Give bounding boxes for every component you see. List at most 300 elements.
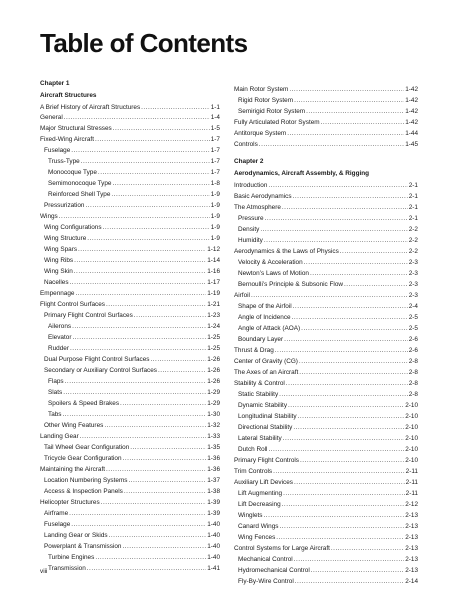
toc-entry[interactable] bbox=[234, 181, 418, 191]
toc-entry-title: Spoilers & Speed Brakes bbox=[48, 400, 120, 407]
toc-entry-title: Humidity bbox=[238, 237, 263, 244]
toc-entry-page: 2-1 bbox=[408, 182, 418, 189]
toc-entry-title: Wings bbox=[40, 213, 58, 220]
dot-leader bbox=[64, 113, 210, 123]
dot-leader bbox=[344, 280, 408, 290]
toc-entry[interactable] bbox=[234, 302, 418, 312]
dot-leader bbox=[298, 412, 405, 422]
toc-entry-title: Rigid Rotor System bbox=[238, 97, 294, 104]
toc-entry-title: Transmission bbox=[48, 565, 86, 572]
toc-entry[interactable] bbox=[234, 357, 418, 367]
toc-entry-title: Shape of the Airfoil bbox=[238, 303, 292, 310]
toc-entry-title: Airframe bbox=[44, 510, 69, 517]
toc-entry-page: 2-1 bbox=[408, 193, 418, 200]
dot-leader bbox=[284, 335, 408, 345]
toc-entry[interactable] bbox=[40, 278, 220, 288]
dot-leader bbox=[151, 355, 207, 365]
toc-entry-page: 2-10 bbox=[405, 457, 418, 464]
toc-entry-page: 2-13 bbox=[405, 512, 418, 519]
toc-entry-page: 1-44 bbox=[405, 130, 418, 137]
toc-entry-title: Wing Structure bbox=[44, 235, 87, 242]
toc-entry-title: Lift Decreasing bbox=[238, 501, 281, 508]
dot-leader bbox=[275, 346, 408, 356]
toc-entry-page: 2-3 bbox=[408, 259, 418, 266]
toc-entry-title: Angle of Attack (AOA) bbox=[238, 325, 301, 332]
dot-leader bbox=[287, 129, 404, 139]
toc-entry[interactable] bbox=[234, 335, 418, 345]
toc-entry[interactable] bbox=[234, 346, 418, 356]
toc-entry[interactable] bbox=[234, 118, 418, 128]
toc-entry[interactable] bbox=[40, 223, 220, 233]
toc-entry-page: 1-8 bbox=[210, 180, 220, 187]
toc-entry-page: 2-14 bbox=[405, 578, 418, 585]
toc-entry[interactable] bbox=[234, 522, 418, 532]
toc-entry-page: 1-23 bbox=[207, 312, 220, 319]
toc-entry[interactable] bbox=[234, 214, 418, 224]
toc-entry[interactable] bbox=[40, 465, 220, 475]
toc-entry[interactable] bbox=[40, 135, 220, 145]
toc-entry[interactable] bbox=[40, 234, 220, 244]
toc-entry[interactable] bbox=[40, 509, 220, 519]
toc-entry[interactable] bbox=[40, 366, 220, 376]
toc-entry-title: Elevator bbox=[48, 334, 72, 341]
dot-leader bbox=[71, 146, 209, 156]
toc-entry-title: Maintaining the Aircraft bbox=[40, 466, 106, 473]
toc-entry-title: Primary Flight Control Surfaces bbox=[44, 312, 133, 319]
dot-leader bbox=[109, 531, 207, 541]
toc-entry[interactable] bbox=[234, 445, 418, 455]
toc-entry[interactable] bbox=[234, 107, 418, 117]
toc-entry-page: 1-37 bbox=[207, 477, 220, 484]
toc-entry-page: 1-33 bbox=[207, 433, 220, 440]
toc-entry-page: 2-5 bbox=[408, 314, 418, 321]
toc-entry-page: 1-9 bbox=[210, 202, 220, 209]
toc-entry[interactable] bbox=[234, 313, 418, 323]
toc-entry[interactable] bbox=[234, 225, 418, 235]
dot-leader bbox=[292, 313, 408, 323]
dot-leader bbox=[87, 564, 206, 574]
toc-entry-page: 2-11 bbox=[405, 468, 418, 475]
toc-entry-page: 1-40 bbox=[207, 554, 220, 561]
toc-entry-title: A Brief History of Aircraft Structures bbox=[40, 104, 141, 111]
toc-entry-page: 2-1 bbox=[408, 204, 418, 211]
toc-entry[interactable] bbox=[234, 423, 418, 433]
toc-entry[interactable] bbox=[40, 542, 220, 552]
toc-entry-title: Powerplant & Transmission bbox=[44, 543, 122, 550]
toc-entry-title: Stability & Control bbox=[234, 380, 285, 387]
toc-entry[interactable] bbox=[234, 401, 418, 411]
toc-entry-page: 1-29 bbox=[207, 389, 220, 396]
toc-entry[interactable] bbox=[40, 388, 220, 398]
toc-entry-page: 1-29 bbox=[207, 400, 220, 407]
toc-entry[interactable] bbox=[234, 291, 418, 301]
toc-entry-title: Airfoil bbox=[234, 292, 250, 299]
toc-entry-title: Fully Articulated Rotor System bbox=[234, 119, 320, 126]
toc-entry-page: 2-3 bbox=[408, 270, 418, 277]
toc-entry-page: 2-13 bbox=[405, 567, 418, 574]
toc-entry-page: 1-7 bbox=[210, 147, 220, 154]
toc-entry[interactable] bbox=[40, 355, 220, 365]
toc-entry-title: Static Stability bbox=[238, 391, 279, 398]
dot-leader bbox=[103, 223, 210, 233]
dot-leader bbox=[282, 500, 405, 510]
toc-entry[interactable] bbox=[40, 113, 220, 123]
toc-entry[interactable] bbox=[40, 311, 220, 321]
toc-entry-page: 2-11 bbox=[405, 490, 418, 497]
toc-entry[interactable] bbox=[40, 553, 220, 563]
dot-leader bbox=[113, 124, 210, 134]
dot-leader bbox=[106, 465, 206, 475]
toc-entry-page: 1-36 bbox=[207, 466, 220, 473]
toc-entry-title: Thrust & Drag bbox=[234, 347, 274, 354]
toc-entry-page: 1-9 bbox=[210, 224, 220, 231]
toc-entry-page: 2-13 bbox=[405, 545, 418, 552]
toc-entry-page: 1-17 bbox=[207, 279, 220, 286]
toc-entry-title: Canard Wings bbox=[238, 523, 279, 530]
dot-leader bbox=[95, 135, 210, 145]
toc-entry[interactable] bbox=[234, 247, 418, 257]
dot-leader bbox=[122, 542, 206, 552]
toc-heading-text: Chapter 2 bbox=[234, 158, 264, 165]
page-title: Table of Contents bbox=[40, 28, 248, 58]
dot-leader bbox=[80, 432, 206, 442]
toc-entry-page: 1-9 bbox=[210, 235, 220, 242]
toc-entry-title: Fly-By-Wire Control bbox=[238, 578, 294, 585]
dot-leader bbox=[124, 487, 206, 497]
toc-entry-page: 1-5 bbox=[210, 125, 220, 132]
toc-entry[interactable] bbox=[234, 96, 418, 106]
toc-entry-title: Dutch Roll bbox=[238, 446, 268, 453]
dot-leader bbox=[276, 533, 404, 543]
toc-heading-text: Aircraft Structures bbox=[40, 92, 97, 99]
toc-entry[interactable] bbox=[40, 157, 220, 167]
toc-entry-title: Lift Augmenting bbox=[238, 490, 283, 497]
toc-entry[interactable] bbox=[40, 267, 220, 277]
dot-leader bbox=[280, 522, 405, 532]
toc-entry[interactable] bbox=[40, 256, 220, 266]
toc-entry-title: Newton’s Laws of Motion bbox=[238, 270, 309, 277]
dot-leader bbox=[288, 401, 404, 411]
toc-entry-title: Introduction bbox=[234, 182, 268, 189]
dot-leader bbox=[340, 247, 408, 257]
toc-entry[interactable] bbox=[40, 146, 220, 156]
toc-entry-title: Wing Fences bbox=[238, 534, 276, 541]
dot-leader bbox=[78, 245, 206, 255]
toc-entry-title: Fuselage bbox=[44, 521, 71, 528]
dot-leader bbox=[106, 300, 206, 310]
dot-leader bbox=[286, 379, 408, 389]
toc-entry[interactable] bbox=[234, 434, 418, 444]
toc-entry-title: Basic Aerodynamics bbox=[234, 193, 292, 200]
toc-entry-title: Landing Gear bbox=[40, 433, 79, 440]
toc-entry[interactable] bbox=[234, 533, 418, 543]
toc-entry-page: 1-39 bbox=[207, 499, 220, 506]
toc-entry-title: Density bbox=[238, 226, 260, 233]
toc-entry[interactable] bbox=[40, 300, 220, 310]
toc-entry-title: Flight Control Surfaces bbox=[40, 301, 105, 308]
toc-entry-title: Wing Spars bbox=[44, 246, 78, 253]
dot-leader bbox=[95, 553, 206, 563]
toc-entry-title: Trim Controls bbox=[234, 468, 273, 475]
dot-leader bbox=[293, 423, 404, 433]
toc-entry-title: Lateral Stability bbox=[238, 435, 282, 442]
toc-entry-page: 1-36 bbox=[207, 455, 220, 462]
dot-leader bbox=[283, 434, 405, 444]
toc-entry[interactable] bbox=[40, 498, 220, 508]
toc-entry[interactable] bbox=[234, 85, 418, 95]
toc-entry[interactable] bbox=[234, 555, 418, 565]
toc-entry-title: Location Numbering Systems bbox=[44, 477, 128, 484]
dot-leader bbox=[260, 225, 407, 235]
toc-entry-page: 1-40 bbox=[207, 521, 220, 528]
toc-entry-page: 2-10 bbox=[405, 446, 418, 453]
toc-entry[interactable] bbox=[40, 179, 220, 189]
toc-entry[interactable] bbox=[234, 236, 418, 246]
dot-leader bbox=[130, 443, 206, 453]
toc-entry-page: 1-41 bbox=[207, 565, 220, 572]
toc-entry[interactable] bbox=[40, 168, 220, 178]
toc-entry-page: 1-32 bbox=[207, 422, 220, 429]
toc-entry-page: 1-26 bbox=[207, 378, 220, 385]
toc-entry-page: 1-7 bbox=[210, 169, 220, 176]
toc-entry[interactable] bbox=[40, 476, 220, 486]
toc-entry-page: 1-24 bbox=[207, 323, 220, 330]
dot-leader bbox=[59, 212, 210, 222]
toc-entry[interactable] bbox=[234, 412, 418, 422]
toc-entry-page: 2-11 bbox=[405, 479, 418, 486]
toc-entry-page: 1-42 bbox=[405, 108, 418, 115]
toc-entry[interactable] bbox=[234, 129, 418, 139]
toc-entry[interactable] bbox=[40, 520, 220, 530]
toc-entry[interactable] bbox=[234, 258, 418, 268]
dot-leader bbox=[75, 289, 206, 299]
toc-entry-page: 2-5 bbox=[408, 325, 418, 332]
toc-entry-title: Empennage bbox=[40, 290, 75, 297]
dot-leader bbox=[299, 357, 408, 367]
toc-entry[interactable] bbox=[40, 487, 220, 497]
dot-leader bbox=[295, 577, 404, 587]
toc-heading[interactable] bbox=[40, 91, 220, 101]
toc-entry-page: 1-16 bbox=[207, 268, 220, 275]
toc-entry-page: 2-13 bbox=[405, 556, 418, 563]
toc-entry-page: 2-6 bbox=[408, 336, 418, 343]
toc-entry[interactable] bbox=[234, 269, 418, 279]
toc-heading-text: Aerodynamics, Aircraft Assembly, & Rigging bbox=[234, 170, 370, 177]
dot-leader bbox=[86, 201, 210, 211]
toc-entry-title: Velocity & Acceleration bbox=[238, 259, 303, 266]
toc-entry-title: Reinforced Shell Type bbox=[48, 191, 111, 198]
dot-leader bbox=[321, 118, 405, 128]
dot-leader bbox=[72, 322, 206, 332]
dot-leader bbox=[293, 192, 408, 202]
toc-entry-title: Bernoulli’s Principle & Subsonic Flow bbox=[238, 281, 344, 288]
toc-entry-page: 1-1 bbox=[210, 104, 220, 111]
toc-entry-title: Secondary or Auxiliary Control Surfaces bbox=[44, 367, 157, 374]
dot-leader bbox=[283, 489, 405, 499]
toc-entry-title: Wing Configurations bbox=[44, 224, 102, 231]
toc-heading[interactable] bbox=[234, 157, 418, 167]
toc-entry-page: 2-13 bbox=[405, 523, 418, 530]
toc-entry-title: Fuselage bbox=[44, 147, 71, 154]
dot-leader bbox=[265, 214, 408, 224]
toc-entry-title: Wing Skin bbox=[44, 268, 73, 275]
dot-leader bbox=[112, 179, 209, 189]
toc-entry[interactable] bbox=[234, 280, 418, 290]
dot-leader bbox=[158, 366, 206, 376]
dot-leader bbox=[71, 520, 206, 530]
toc-entry[interactable] bbox=[234, 192, 418, 202]
toc-entry-title: Flaps bbox=[48, 378, 64, 385]
toc-entry-page: 2-8 bbox=[408, 380, 418, 387]
toc-entry-title: Auxiliary Lift Devices bbox=[234, 479, 293, 486]
toc-entry-page: 1-25 bbox=[207, 334, 220, 341]
dot-leader bbox=[104, 421, 206, 431]
toc-entry-page: 2-1 bbox=[408, 215, 418, 222]
toc-entry[interactable] bbox=[40, 201, 220, 211]
dot-leader bbox=[311, 566, 404, 576]
toc-entry-page: 2-2 bbox=[408, 237, 418, 244]
toc-entry-title: Truss-Type bbox=[48, 158, 80, 165]
dot-leader bbox=[128, 476, 206, 486]
toc-heading[interactable] bbox=[40, 79, 220, 89]
toc-entry-page: 2-13 bbox=[405, 534, 418, 541]
toc-entry[interactable] bbox=[40, 432, 220, 442]
toc-entry[interactable] bbox=[40, 410, 220, 420]
toc-entry[interactable] bbox=[40, 399, 220, 409]
toc-entry-title: Dual Purpose Flight Control Surfaces bbox=[44, 356, 150, 363]
toc-entry-page: 2-2 bbox=[408, 226, 418, 233]
toc-entry-page: 2-2 bbox=[408, 248, 418, 255]
toc-entry-title: Tricycle Gear Configuration bbox=[44, 455, 122, 462]
toc-entry-page: 2-10 bbox=[405, 402, 418, 409]
toc-entry-title: Semimonocoque Type bbox=[48, 180, 112, 187]
toc-entry-page: 2-10 bbox=[405, 435, 418, 442]
toc-entry-title: Semirigid Rotor System bbox=[238, 108, 306, 115]
toc-heading-text: Chapter 1 bbox=[40, 80, 70, 87]
toc-entry[interactable] bbox=[40, 190, 220, 200]
toc-entry-page: 1-4 bbox=[210, 114, 220, 121]
dot-leader bbox=[293, 302, 408, 312]
toc-entry-title: Longitudinal Stability bbox=[238, 413, 297, 420]
toc-entry-page: 1-7 bbox=[210, 136, 220, 143]
toc-entry-page: 2-10 bbox=[405, 413, 418, 420]
toc-entry[interactable] bbox=[234, 324, 418, 334]
toc-entry-page: 1-40 bbox=[207, 543, 220, 550]
toc-entry[interactable] bbox=[40, 103, 220, 113]
dot-leader bbox=[70, 344, 206, 354]
dot-leader bbox=[264, 236, 408, 246]
dot-leader bbox=[301, 324, 408, 334]
dot-leader bbox=[70, 278, 207, 288]
toc-entry-title: Slats bbox=[48, 389, 63, 396]
dot-leader bbox=[310, 269, 408, 279]
toc-entry-title: Pressurization bbox=[44, 202, 85, 209]
toc-entry[interactable] bbox=[234, 489, 418, 499]
toc-entry-title: Monocoque Type bbox=[48, 169, 97, 176]
toc-entry-title: Primary Flight Controls bbox=[234, 457, 299, 464]
toc-entry[interactable] bbox=[234, 390, 418, 400]
dot-leader bbox=[268, 445, 404, 455]
toc-entry[interactable] bbox=[234, 500, 418, 510]
toc-entry-title: Nacelles bbox=[44, 279, 69, 286]
toc-entry[interactable] bbox=[40, 564, 220, 574]
toc-entry-page: 1-26 bbox=[207, 367, 220, 374]
toc-entry[interactable] bbox=[234, 379, 418, 389]
dot-leader bbox=[306, 107, 404, 117]
toc-entry[interactable] bbox=[234, 467, 418, 477]
toc-entry-title: Center of Gravity (CG) bbox=[234, 358, 298, 365]
toc-heading[interactable] bbox=[234, 169, 418, 179]
toc-entry-title: Turbine Engines bbox=[48, 554, 95, 561]
toc-entry[interactable] bbox=[40, 454, 220, 464]
toc-entry[interactable] bbox=[40, 322, 220, 332]
dot-leader bbox=[120, 399, 206, 409]
toc-entry[interactable] bbox=[40, 443, 220, 453]
toc-entry-title: Tabs bbox=[48, 411, 62, 418]
dot-leader bbox=[300, 456, 404, 466]
dot-leader bbox=[81, 157, 210, 167]
toc-entry-page: 1-19 bbox=[207, 290, 220, 297]
toc-entry[interactable] bbox=[40, 245, 220, 255]
dot-leader bbox=[279, 390, 408, 400]
toc-entry-title: Hydromechanical Control bbox=[238, 567, 310, 574]
dot-leader bbox=[69, 509, 206, 519]
toc-entry-title: Wing Ribs bbox=[44, 257, 74, 264]
toc-entry-page: 1-35 bbox=[207, 444, 220, 451]
toc-entry-page: 1-40 bbox=[207, 532, 220, 539]
toc-entry[interactable] bbox=[234, 140, 418, 150]
dot-leader bbox=[282, 203, 408, 213]
toc-entry-title: Mechanical Control bbox=[238, 556, 293, 563]
toc-entry[interactable] bbox=[234, 577, 418, 587]
dot-leader bbox=[63, 388, 206, 398]
toc-entry[interactable] bbox=[234, 456, 418, 466]
toc-entry[interactable] bbox=[234, 544, 418, 554]
toc-entry[interactable] bbox=[234, 478, 418, 488]
toc-entry[interactable] bbox=[40, 289, 220, 299]
toc-entry[interactable] bbox=[234, 203, 418, 213]
toc-entry-title: Main Rotor System bbox=[234, 86, 289, 93]
toc-entry[interactable] bbox=[40, 124, 220, 134]
toc-entry[interactable] bbox=[234, 368, 418, 378]
dot-leader bbox=[259, 140, 404, 150]
toc-entry-title: The Axes of an Aircraft bbox=[234, 369, 299, 376]
toc-entry[interactable] bbox=[40, 421, 220, 431]
toc-entry-page: 1-42 bbox=[405, 97, 418, 104]
toc-entry-title: Major Structural Stresses bbox=[40, 125, 112, 132]
toc-entry-title: Other Wing Features bbox=[44, 422, 104, 429]
toc-entry-title: General bbox=[40, 114, 63, 121]
toc-entry-page: 2-8 bbox=[408, 391, 418, 398]
toc-entry-page: 2-3 bbox=[408, 281, 418, 288]
toc-entry[interactable] bbox=[234, 511, 418, 521]
toc-entry[interactable] bbox=[40, 531, 220, 541]
toc-entry-page: 2-8 bbox=[408, 369, 418, 376]
toc-entry[interactable] bbox=[40, 333, 220, 343]
toc-entry-title: Tail Wheel Gear Configuration bbox=[44, 444, 130, 451]
toc-entry-title: Directional Stability bbox=[238, 424, 293, 431]
toc-entry-page: 1-39 bbox=[207, 510, 220, 517]
toc-entry[interactable] bbox=[40, 377, 220, 387]
toc-entry-page: 2-6 bbox=[408, 347, 418, 354]
dot-leader bbox=[134, 311, 206, 321]
toc-entry[interactable] bbox=[40, 344, 220, 354]
toc-entry[interactable] bbox=[40, 212, 220, 222]
dot-leader bbox=[268, 181, 407, 191]
dot-leader bbox=[294, 555, 405, 565]
toc-entry-title: Controls bbox=[234, 141, 258, 148]
toc-entry[interactable] bbox=[234, 566, 418, 576]
